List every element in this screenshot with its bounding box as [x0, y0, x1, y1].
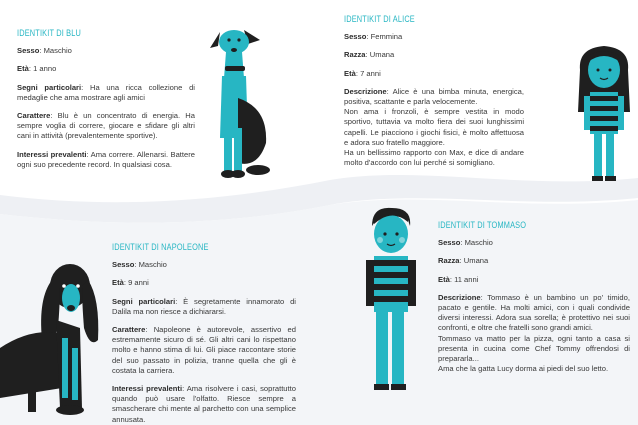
row-eta: Età: 1 anno [17, 64, 57, 74]
row-eta: Età: 9 anni [112, 278, 149, 288]
row-sesso: Sesso: Maschio [17, 46, 72, 56]
card-napoleone [112, 242, 296, 425]
row-interessi: Interessi prevalenti: Ama risolvere i casi, soprattutto quando può usare l'olfatto. Riesce sempre a smascherare chi mente al parchetto con una semplice annusata. [112, 384, 296, 424]
row-eta: Età: 11 anni [438, 274, 479, 284]
row-carattere: Carattere: Blu è un concentrato di energia. Ha sempre voglia di correre, giocare e sfidare gli altri cani in attività (prevalentemente sportive). [17, 111, 195, 141]
row-sesso: Sesso: Femmina [344, 32, 403, 42]
row-razza: Razza: Umana [438, 256, 489, 266]
row-sesso: Sesso: Maschio [438, 238, 493, 248]
row-sesso: Sesso: Maschio [112, 260, 167, 270]
tommaso-boy-illustration [358, 204, 422, 396]
row-razza: Razza: Umana [344, 50, 395, 60]
napoleone-dog-illustration [0, 258, 108, 425]
card-title: IDENTIKIT DI ALICE [344, 14, 415, 24]
alice-girl-illustration [570, 40, 638, 185]
row-descrizione: Descrizione: Alice è una bimba minuta, energica, positiva, scattante e parla velocemente. Non ama i fronzoli, è sempre vestita in modo sportivo, tuttavia va molto fiera dei suoi lunghissimi capelli. Le piacciono i giochi fisici, è molto affettuosa e adora suo fratello maggiore. Ha un bellissimo rapporto con Max, e dice di andare molto d'accordo con lui perché si somigliano. [344, 86, 524, 168]
card-title: IDENTIKIT DI TOMMASO [438, 220, 527, 230]
row-descrizione: Descrizione: Tommaso è un bambino un po' timido, pacato e gentile. Ha molti amici, con i quali condivide diversi interessi. Adora sua sorella; è protettivo nei suoi confronti, e oltre che fratelli sono grandi amici. Tommaso va matto per la pizza, ogni tanto a casa si presenta in cucina come Chef Tommy offrendosi di prepararla... Ama che la gatta Lucy dorma ai piedi del suo letto. [438, 292, 630, 374]
card-tommaso [438, 220, 630, 382]
card-title: IDENTIKIT DI NAPOLEONE [112, 242, 209, 252]
top-band [0, 0, 638, 28]
row-eta: Età: 7 anni [344, 68, 381, 78]
row-segni: Segni particolari: È segretamente innamorato di Dalila ma non riesce a dichiararsi. [112, 296, 296, 316]
blu-dog-illustration [198, 18, 283, 183]
card-blu [17, 28, 195, 178]
row-segni: Segni particolari: Ha una ricca collezione di medaglie che ama mostrare agli amici [17, 82, 195, 102]
row-interessi: Interessi prevalenti: Ama correre. Allenarsi. Battere ogni suo precedente record. In qualsiasi cosa. [17, 149, 195, 169]
row-carattere: Carattere: Napoleone è autorevole, assertivo ed estremamente sicuro di sé. Gli altri cani lo rispettano molto e hanno stima di lui. Gli piace raccontare storie del suo passato in polizia, tranne quella che gli è costata la carriera. [112, 325, 296, 375]
card-alice [344, 14, 524, 176]
card-title: IDENTIKIT DI BLU [17, 28, 82, 38]
